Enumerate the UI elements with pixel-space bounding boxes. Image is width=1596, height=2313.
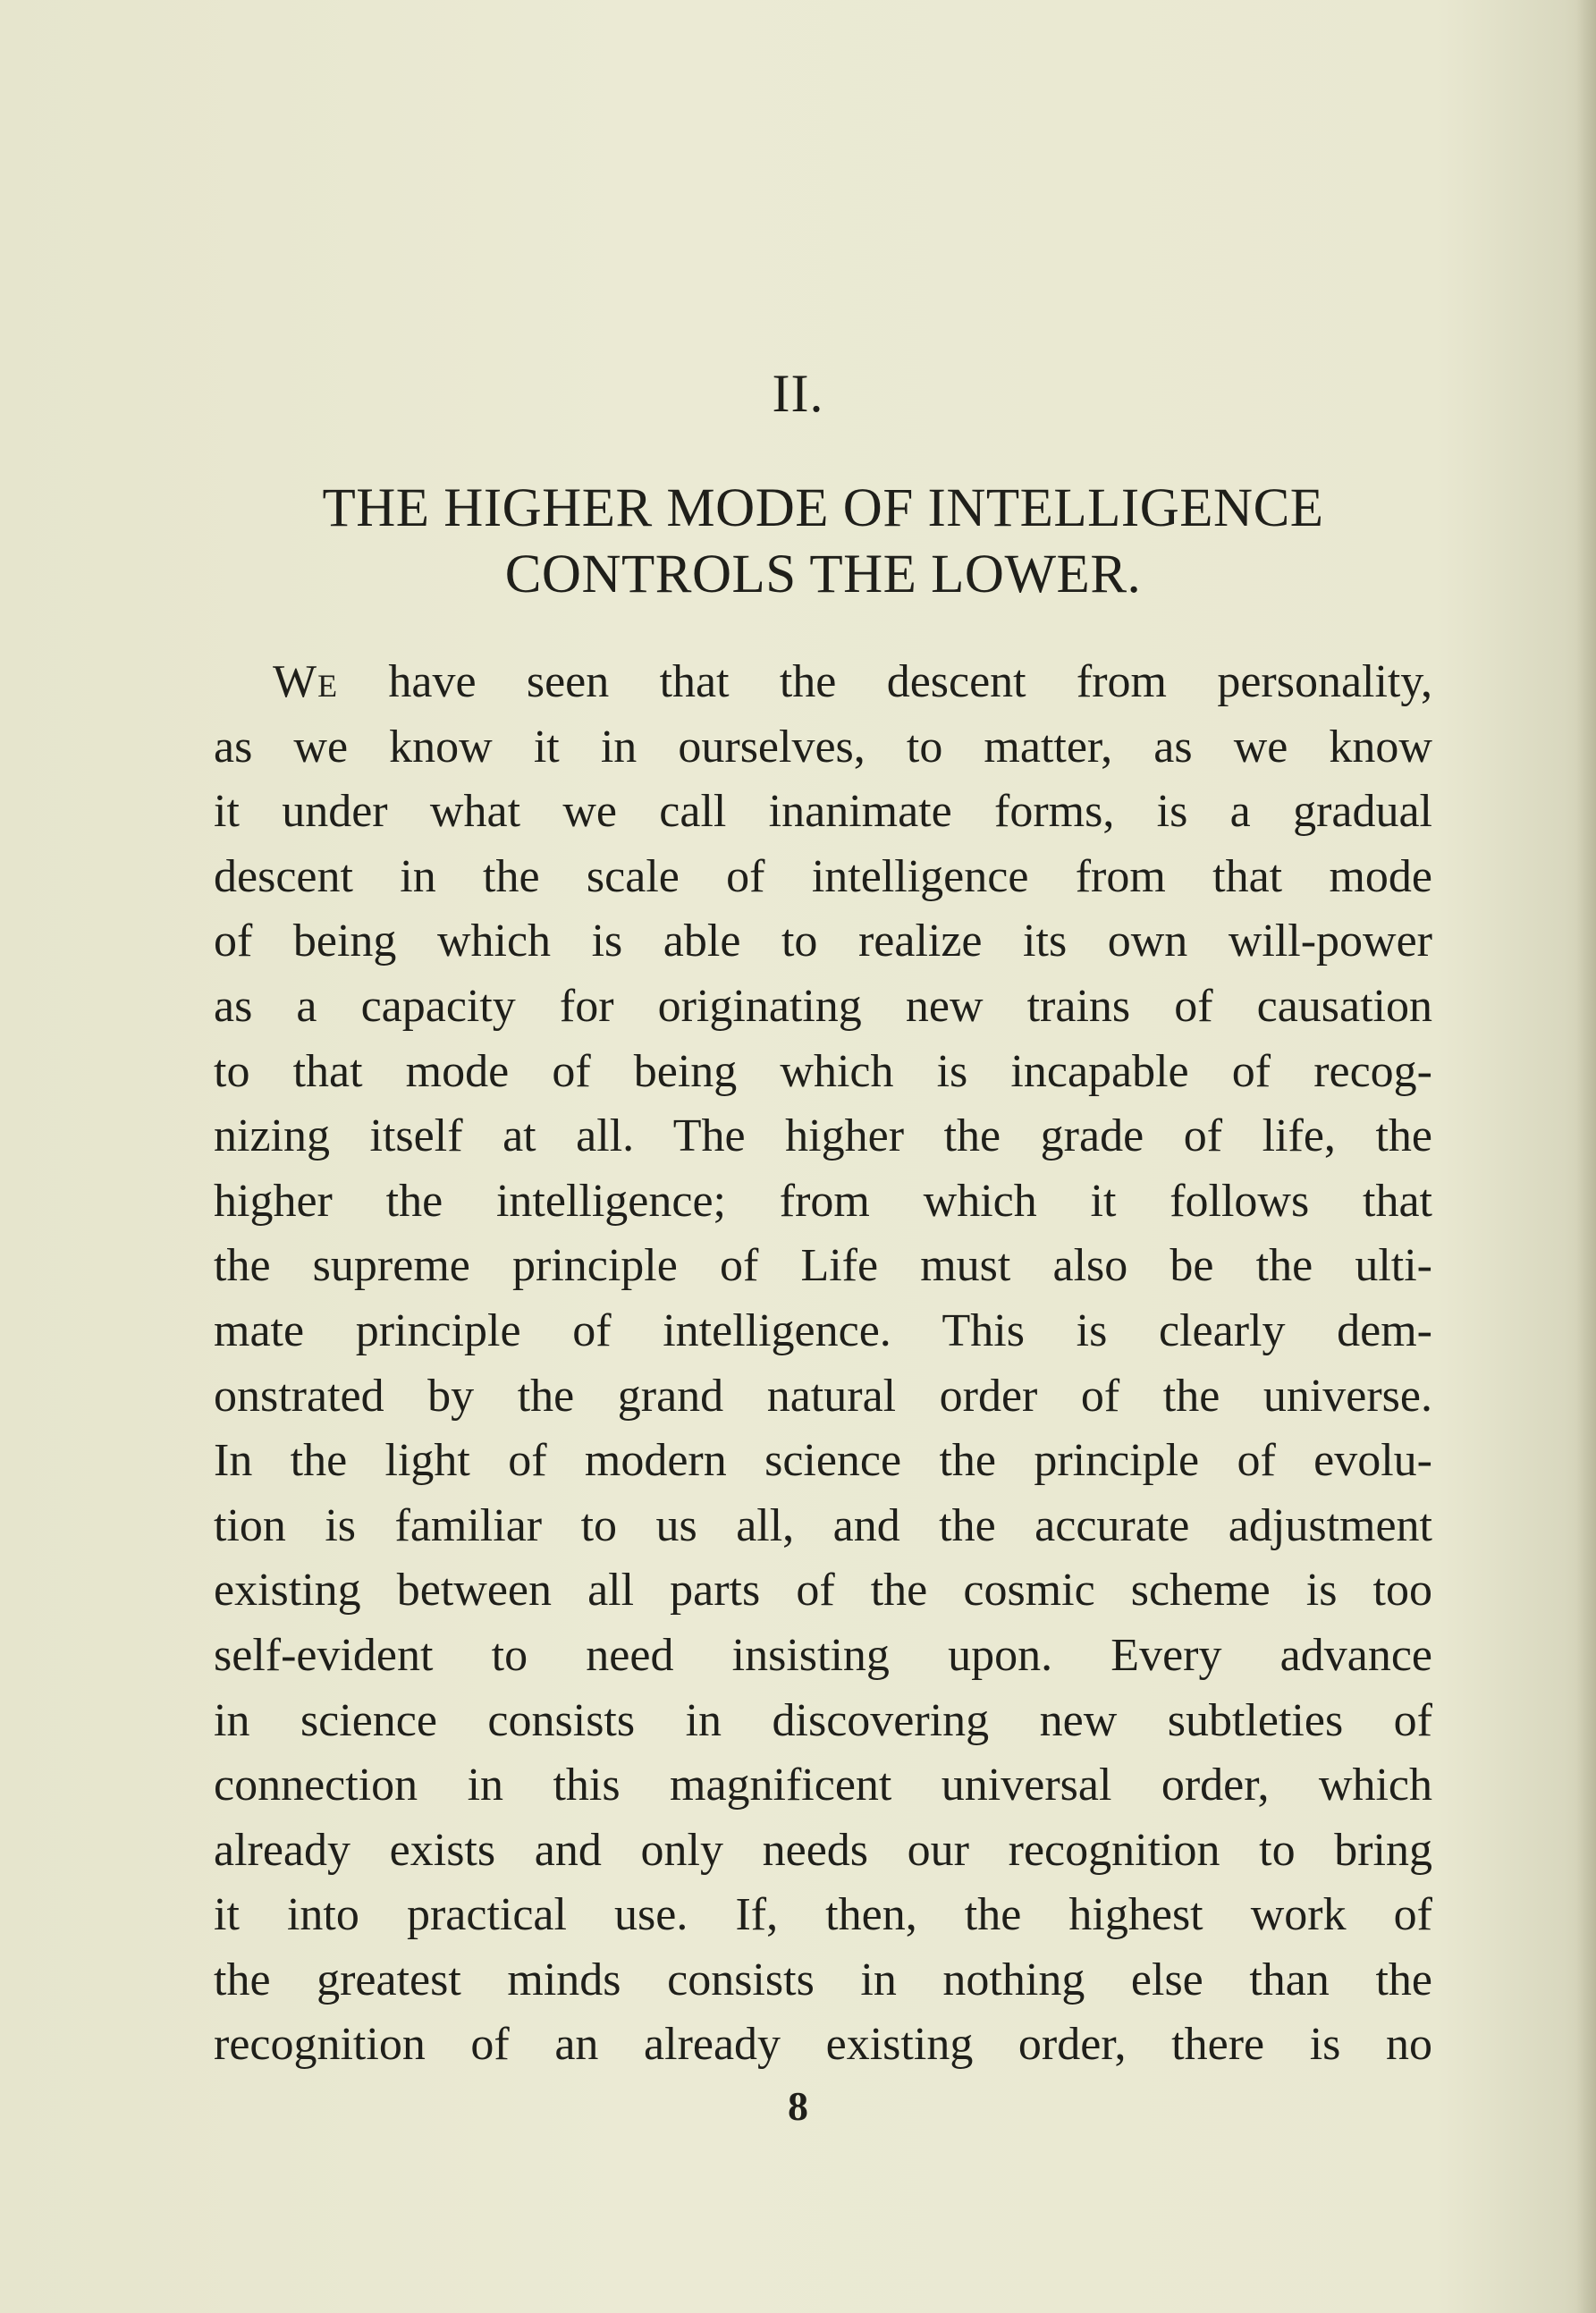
text-line: it into practical use. If, then, the highest work of [214, 1889, 1432, 1941]
text-line: the supreme principle of Life must also be the ulti- [214, 1240, 1432, 1292]
page-edge-shadow [1576, 0, 1596, 2313]
text-line: of being which is able to realize its own will-power [214, 916, 1432, 967]
text-line [214, 650, 1432, 715]
text-line: to that mode of being which is incapable of recog- [214, 1045, 1432, 1097]
page-number: 8 [788, 2083, 808, 2129]
text-line-content: have seen that the descent from personality, [388, 656, 1432, 707]
chapter-title-line-1: THE HIGHER MODE OF INTELLIGENCE [322, 478, 1324, 538]
body-paragraph [214, 650, 1432, 2078]
text-line: nizing itself at all. The higher the grade of life, the [214, 1110, 1432, 1162]
text-line: existing between all parts of the cosmic scheme is too [214, 1565, 1432, 1617]
text-line: onstrated by the grand natural order of the universe. [214, 1370, 1432, 1422]
text-line: recognition of an already existing order, there is no [214, 2019, 1432, 2071]
text-line: self-evident to need insisting upon. Every advance [214, 1629, 1432, 1681]
text-line: connection in this magnificent universal order, which [214, 1760, 1432, 1811]
text-line: tion is familiar to us all, and the accurate adjustment [214, 1499, 1432, 1551]
text-line: the greatest minds consists in nothing else than the [214, 1954, 1432, 2005]
text-line: as a capacity for originating new trains of causation [214, 980, 1432, 1032]
text-line: mate principle of intelligence. This is clearly dem- [214, 1304, 1432, 1356]
chapter-number: II. [772, 364, 824, 423]
chapter-title [214, 476, 1432, 608]
text-line: it under what we call inanimate forms, is a gradual [214, 786, 1432, 838]
text-line: descent in the scale of intelligence from that mode [214, 850, 1432, 902]
small-caps-opening-word: We [273, 656, 339, 707]
chapter-title-line-2: CONTROLS THE LOWER. [504, 544, 1142, 604]
text-line: as we know it in ourselves, to matter, as we know [214, 721, 1432, 772]
text-line: already exists and only needs our recognition to bring [214, 1824, 1432, 1876]
text-line: In the light of modern science the principle of evolu- [214, 1435, 1432, 1487]
text-line: higher the intelligence; from which it follows that [214, 1175, 1432, 1227]
text-line: in science consists in discovering new subtleties of [214, 1694, 1432, 1746]
